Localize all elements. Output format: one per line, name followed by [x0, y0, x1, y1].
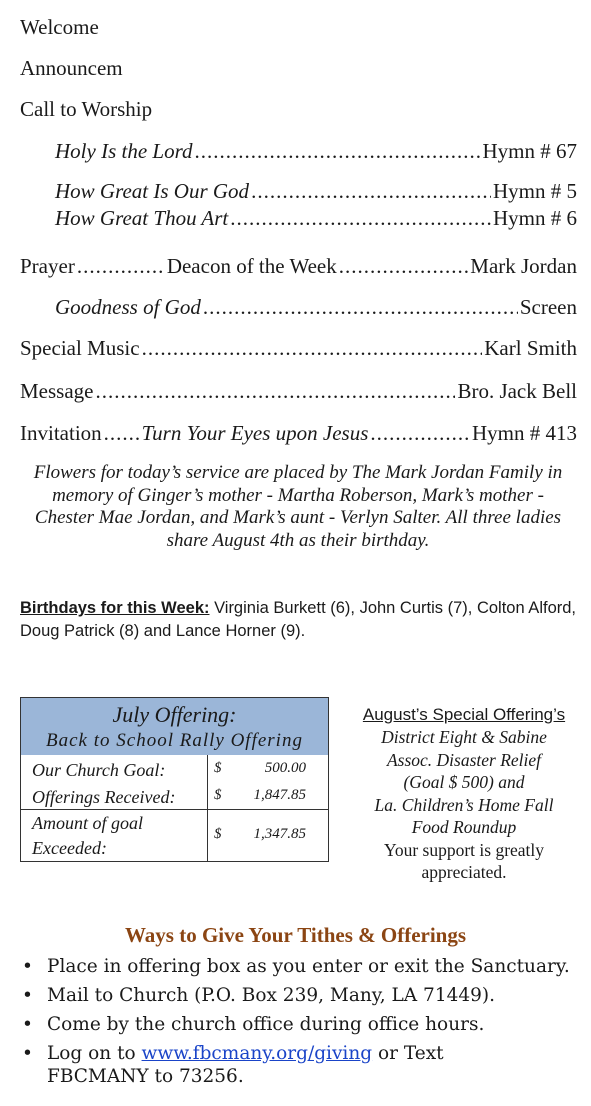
invitation-song: Turn Your Eyes upon Jesus	[141, 421, 369, 445]
list-item-text: Place in offering box as you enter or exit the Sanctuary.	[47, 956, 570, 977]
call-to-worship: Call to Worship	[20, 97, 153, 121]
leader-dots	[104, 420, 140, 446]
august-line: Food Roundup	[411, 817, 517, 837]
birthdays-label: Birthdays for this Week:	[20, 599, 210, 617]
august-heading: August’s Special Offering’s	[362, 705, 566, 724]
song-goodness-of-god	[55, 294, 577, 320]
ways-to-give-title: Ways to Give Your Tithes & Offerings	[124, 923, 467, 947]
giving-link[interactable]: www.fbcmany.org/giving	[141, 1043, 373, 1064]
leader-dots	[339, 253, 469, 279]
song-title: Goodness of God	[55, 295, 201, 319]
august-special-offering	[345, 704, 583, 883]
bullet: •	[22, 985, 33, 1006]
hymn-number: Hymn # 5	[493, 179, 577, 203]
leader-dots	[95, 378, 455, 404]
currency: $	[214, 826, 222, 842]
leader-dots	[251, 178, 491, 204]
list-item-text: Mail to Church (P.O. Box 239, Many, LA 71449).	[47, 985, 496, 1006]
special-music-person: Karl Smith	[484, 336, 577, 360]
hymn-number: Hymn # 413	[472, 421, 577, 445]
announcements: Announcem	[20, 56, 123, 80]
bullet: •	[22, 1014, 33, 1035]
bullet: •	[22, 956, 33, 977]
welcome: Welcome	[20, 15, 99, 39]
flowers-note: Flowers for today’s service are placed by The Mark Jordan Family in memory of Ginger’s mother - Martha Roberson, Mark’s mother - Chester Mae Jordan, and Mark’s aunt - Verlyn Salter. All three ladies share August 4th as their birthday.	[33, 462, 563, 551]
leader-dots	[77, 253, 165, 279]
song-title: How Great Is Our God	[55, 179, 250, 203]
july-offering-header	[21, 698, 328, 755]
invitation-label: Invitation	[20, 421, 102, 445]
august-line: (Goal $ 500) and	[403, 772, 525, 792]
table-row	[21, 813, 328, 861]
august-line: Assoc. Disaster Relief	[386, 749, 542, 770]
list-item-text: Come by the church office during office hours.	[47, 1014, 485, 1035]
birthdays-text: Virginia Burkett (6), John Curtis (7), Colton Alford, Doug Patrick (8) and Lance Horner (9).	[20, 599, 576, 640]
list-item-text	[47, 1042, 582, 1088]
online-line2: FBCMANY to 73256.	[47, 1066, 244, 1087]
invitation-line	[20, 420, 577, 446]
leader-dots	[142, 335, 483, 361]
leader-dots	[194, 138, 480, 164]
leader-dots	[203, 294, 518, 320]
row-amount: 1,347.85	[253, 826, 306, 842]
july-offering-table	[20, 697, 329, 862]
leader-dots	[370, 420, 470, 446]
august-note: appreciated.	[421, 861, 507, 882]
song-title: How Great Thou Art	[55, 206, 229, 230]
row-label: Our Church Goal:	[32, 760, 166, 780]
message-line	[20, 378, 577, 404]
message-person: Bro. Jack Bell	[457, 379, 577, 403]
august-line: La. Children’s Home Fall	[374, 794, 554, 815]
leader-dots	[230, 205, 491, 231]
row-label: Exceeded:	[32, 838, 107, 858]
prayer-line	[20, 253, 577, 279]
row-amount: 1,847.85	[253, 787, 306, 803]
august-line: District Eight & Sabine	[381, 727, 547, 747]
online-prefix: Log on to	[47, 1043, 142, 1064]
row-amount: 500.00	[264, 760, 306, 776]
message-label: Message	[20, 379, 94, 403]
birthdays	[20, 597, 580, 643]
july-offering-title: July Offering:	[112, 702, 237, 727]
prayer-role: Deacon of the Week	[166, 254, 337, 278]
table-divider	[21, 809, 328, 810]
special-music-line	[20, 335, 577, 361]
currency: $	[214, 787, 222, 803]
currency: $	[214, 760, 222, 776]
song-title: Holy Is the Lord	[55, 139, 193, 163]
special-music-label: Special Music	[20, 336, 140, 360]
hymn-number: Hymn # 6	[493, 206, 577, 230]
song-how-great-thou-art	[55, 205, 577, 231]
bullet: •	[22, 1043, 33, 1064]
online-suffix: or Text	[372, 1043, 444, 1064]
song-ref: Screen	[519, 295, 577, 319]
prayer-person: Mark Jordan	[470, 254, 577, 278]
row-label: Amount of goal	[32, 813, 143, 833]
july-offering-subtitle: Back to School Rally Offering	[46, 730, 303, 751]
prayer-label: Prayer	[20, 254, 75, 278]
hymn-number: Hymn # 67	[482, 139, 577, 163]
august-note: Your support is greatly	[383, 839, 545, 860]
song-how-great-is-our-god	[55, 178, 577, 204]
song-holy-is-the-lord	[55, 138, 577, 164]
row-label: Offerings Received:	[32, 787, 176, 807]
